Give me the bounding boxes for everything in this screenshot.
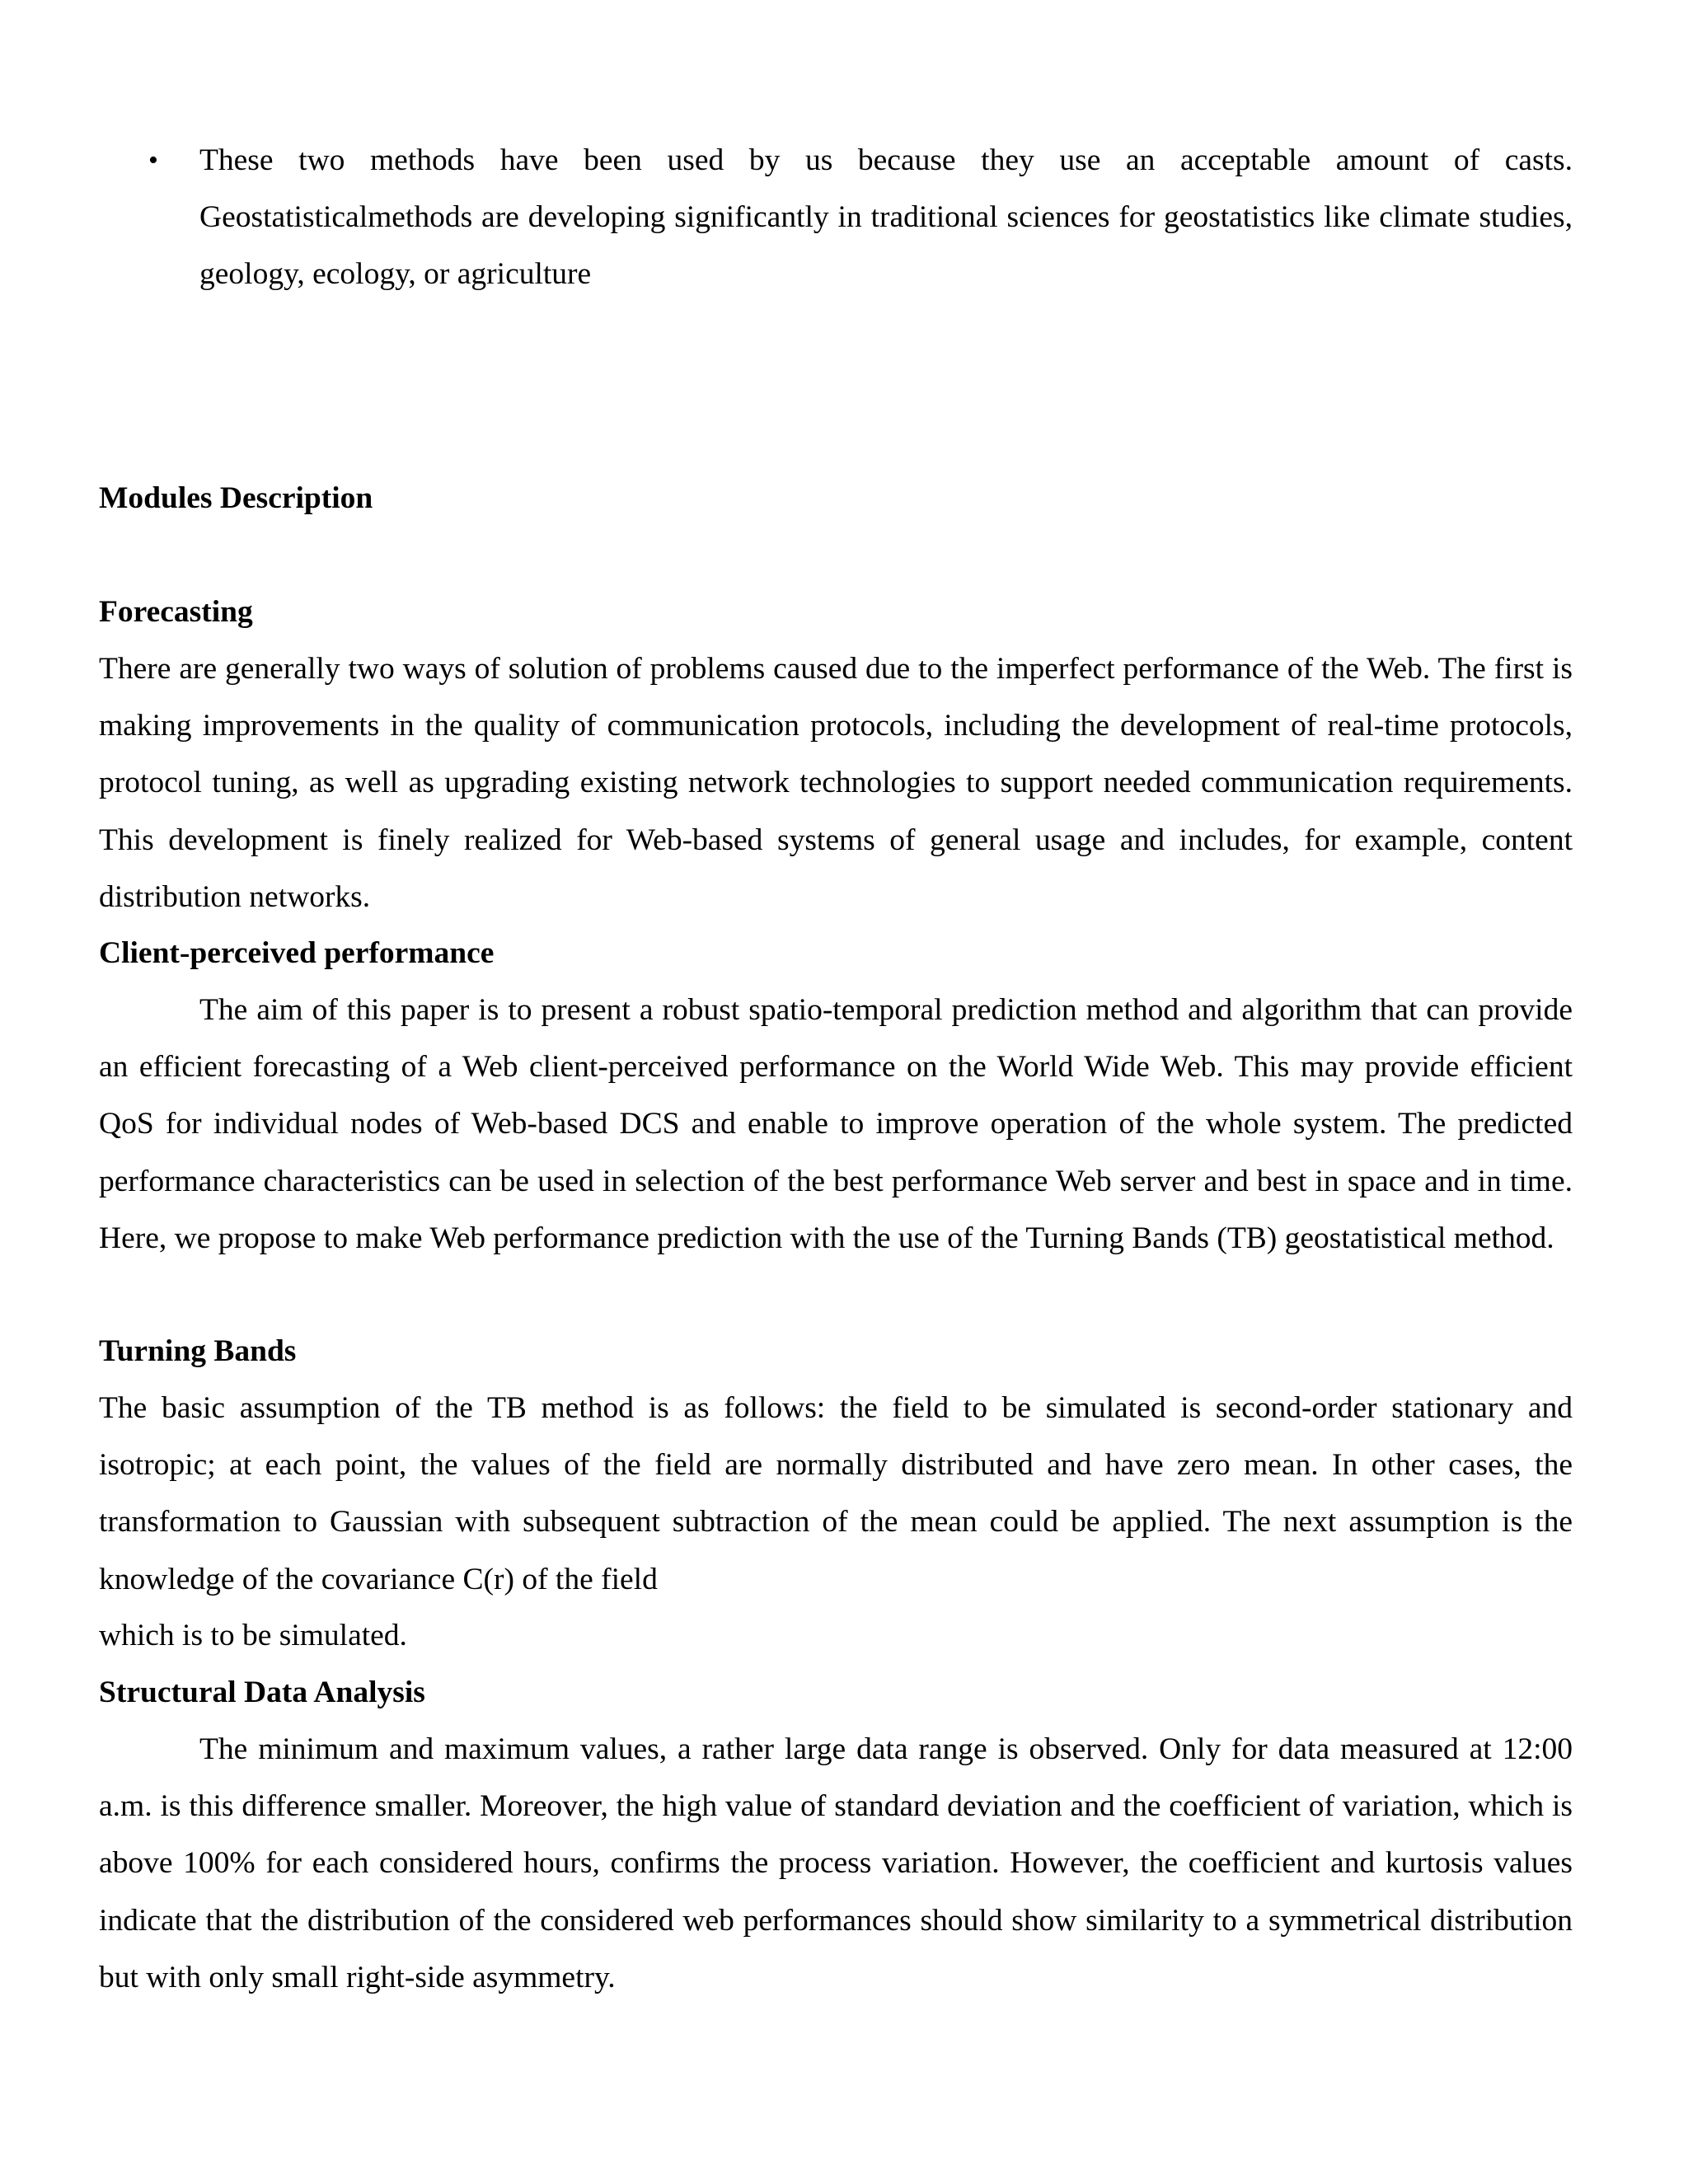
forecasting-paragraph: There are generally two ways of solution of problems caused due to the imperfect performance of the Web. The first is making improvements in the quality of communication protocols, including the development of real-time protocols, protocol tuning, as well as upgrading existing network technologies to support needed communication requirements. This development is finely realized for Web-based systems of general usage and includes, for example, content distribution networks. <box>99 652 1573 914</box>
forecasting-heading: Forecasting <box>99 595 253 629</box>
bullet-text: These two methods have been used by us because they use an acceptable amount of casts. Geostatisticalmethods are developing significantly in traditional sciences for geostatistics like climate studies, geology, ecology, or agriculture <box>199 143 1573 291</box>
turning-bands-continuation: which is to be simulated. <box>99 1619 407 1652</box>
modules-description-heading: Modules Description <box>99 481 373 515</box>
client-perceived-paragraph: The aim of this paper is to present a robust spatio-temporal prediction method and algorithm that can provide an efficient forecasting of a Web client-perceived performance on the World Wide Web. This may provide efficient QoS for individual nodes of Web-based DCS and enable to improve operation of the whole system. The predicted performance characteristics can be used in selection of the best performance Web server and best in space and in time. Here, we propose to make Web performance prediction with the use of the Turning Bands (TB) geostatistical method. <box>99 993 1573 1255</box>
client-perceived-heading: Client-perceived performance <box>99 936 495 970</box>
bullet-marker: • <box>148 145 158 176</box>
turning-bands-heading: Turning Bands <box>99 1334 297 1368</box>
turning-bands-paragraph: The basic assumption of the TB method is as follows: the field to be simulated is second-order stationary and isotropic; at each point, the values of the field are normally distributed and have zero mean. In other cases, the transformation to Gaussian with subsequent subtraction of the mean could be applied. The next assumption is the knowledge of the covariance C(r) of the field <box>99 1391 1573 1596</box>
structural-data-analysis-paragraph: The minimum and maximum values, a rather large data range is observed. Only for data measured at 12:00 a.m. is this difference smaller. Moreover, the high value of standard deviation and the coefficient of variation, which is above 100% for each considered hours, confirms the process variation. However, the coefficient and kurtosis values indicate that the distribution of the considered web performances should show similarity to a symmetrical distribution but with only small right-side asymmetry. <box>99 1732 1573 1994</box>
structural-data-analysis-heading: Structural Data Analysis <box>99 1675 425 1709</box>
